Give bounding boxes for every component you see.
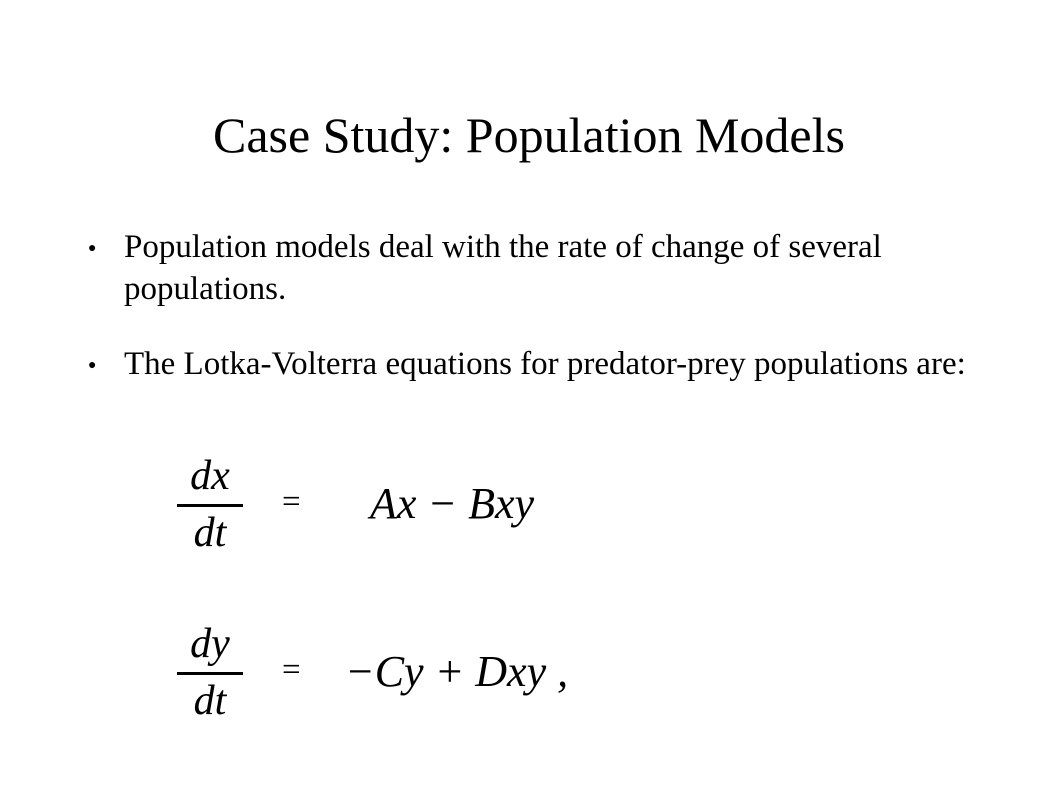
fraction-numerator: dx	[190, 453, 230, 499]
equals-sign: =	[282, 484, 301, 520]
slide-title: Case Study: Population Models	[213, 107, 845, 163]
fraction-denominator: dt	[193, 678, 227, 724]
derivative-fraction	[175, 620, 245, 725]
equation-dx-dt	[175, 452, 695, 562]
bullet-marker: ●	[88, 241, 97, 256]
equation-dy-dt	[175, 620, 695, 730]
bullet-item	[88, 343, 988, 433]
bullet-text: The Lotka-Volterra equations for predator-prey populations are:	[124, 346, 966, 382]
equation-rhs: Ax − Bxy	[370, 479, 535, 528]
bullet-marker: ●	[88, 358, 97, 373]
equation-rhs: −Cy + Dxy ,	[345, 647, 569, 696]
fraction-bar	[177, 504, 243, 507]
derivative-fraction	[175, 452, 245, 557]
bullet-item	[88, 226, 988, 316]
fraction-bar	[177, 672, 243, 675]
equals-sign: =	[282, 652, 301, 688]
bullet-text: Population models deal with the rate of change of several populations.	[124, 229, 882, 307]
fraction-numerator: dy	[190, 621, 230, 667]
fraction-denominator: dt	[193, 510, 227, 556]
